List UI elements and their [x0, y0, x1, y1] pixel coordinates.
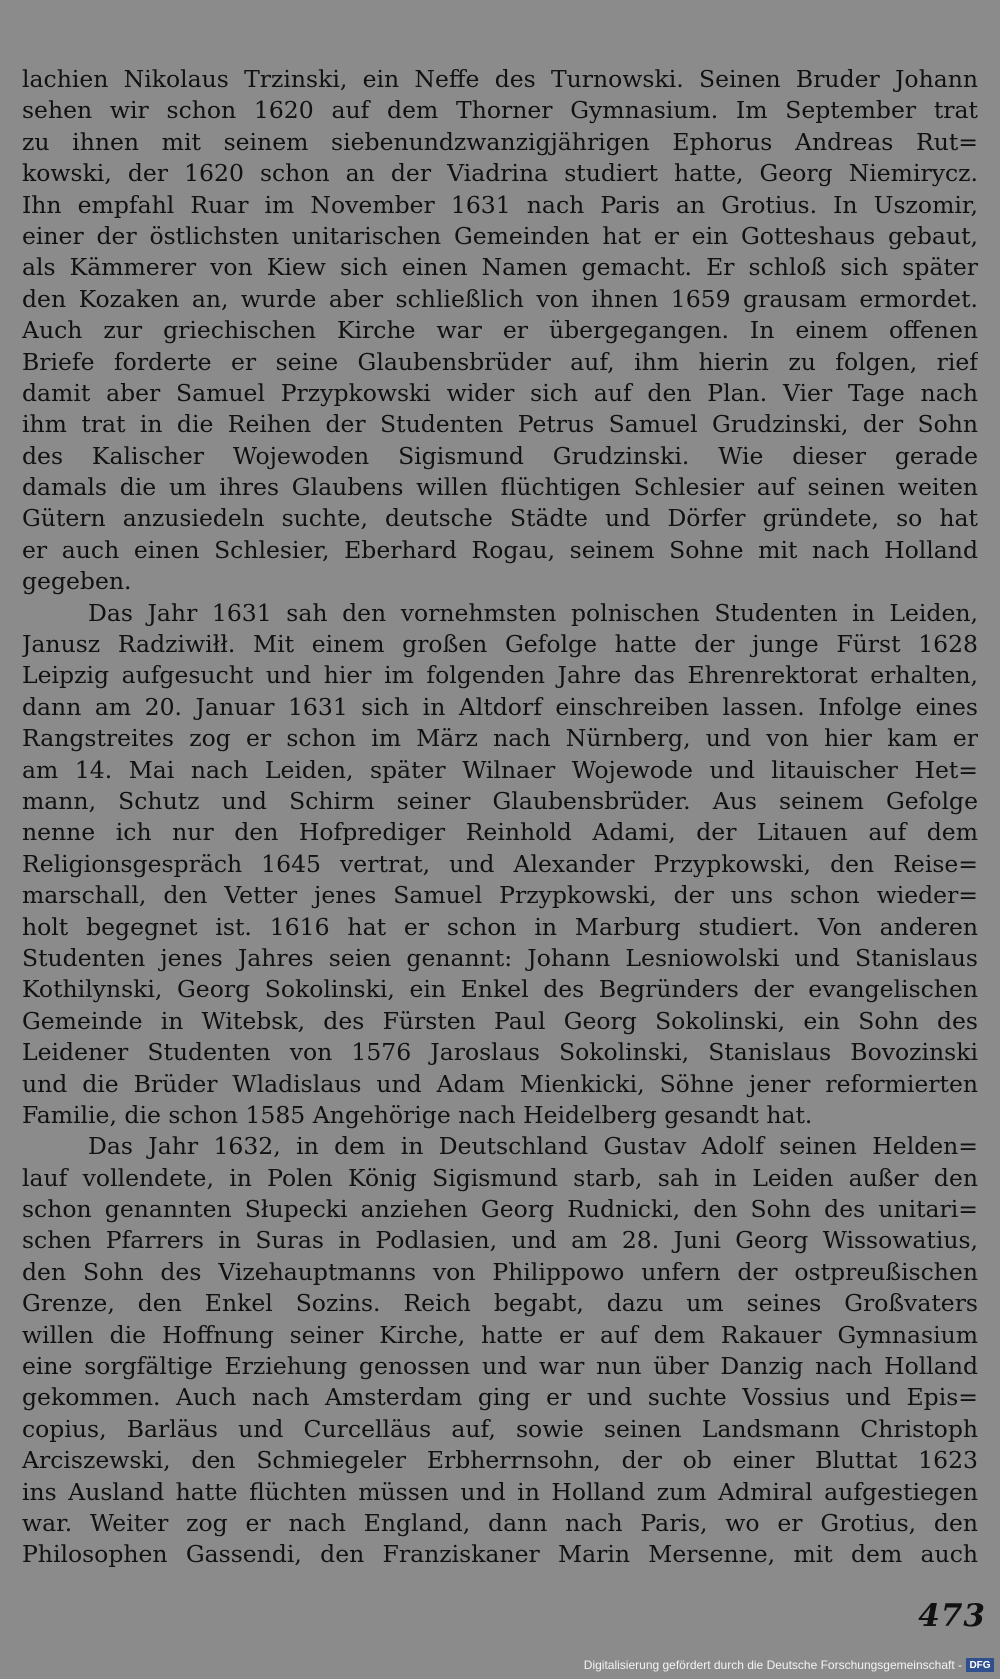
text-line: Rangstreites zog er schon im März nach Nürnberg, und von hier kam er [22, 724, 978, 753]
text-line: war. Weiter zog er nach England, dann nach Paris, wo er Grotius, den [22, 1508, 978, 1537]
text-line: lachien Nikolaus Trzinski, ein Neffe des Turnowski. Seinen Bruder Johann [22, 65, 978, 93]
text-line: Gütern anzusiedeln suchte, deutsche Städte und Dörfer gründete, so hat [22, 504, 978, 533]
text-line: Religionsgespräch 1645 vertrat, und Alexander Przypkowski, den Reise= [22, 849, 978, 878]
text-line: willen die Hoffnung seiner Kirche, hatte er auf dem Rakauer Gymnasium [22, 1320, 978, 1349]
text-line: lauf vollendete, in Polen König Sigismund starb, sah in Leiden außer den [22, 1163, 978, 1192]
text-line: Ihn empfahl Ruar im November 1631 nach Paris an Grotius. In Uszomir, [22, 190, 978, 219]
text-line: Familie, die schon 1585 Angehörige nach Heidelberg gesandt hat. [22, 1100, 813, 1129]
text-line: ins Ausland hatte flüchten müssen und in Holland zum Admiral aufgestiegen [22, 1477, 978, 1506]
text-line: den Kozaken an, wurde aber schließlich von ihnen 1659 grausam ermordet. [22, 284, 978, 313]
text-line: Gemeinde in Witebsk, des Fürsten Paul Georg Sokolinski, ein Sohn des [22, 1006, 978, 1035]
text-line: Leidener Studenten von 1576 Jaroslaus Sokolinski, Stanislaus Bovozinski [22, 1038, 978, 1067]
text-line: Briefe forderte er seine Glaubensbrüder auf, ihm hierin zu folgen, rief [22, 347, 978, 376]
text-line: sehen wir schon 1620 auf dem Thorner Gymnasium. Im September trat [22, 96, 978, 125]
text-line: Studenten jenes Jahres seien genannt: Johann Lesniowolski und Stanislaus [22, 943, 978, 972]
text-line: gegeben. [22, 567, 132, 596]
text-line: gekommen. Auch nach Amsterdam ging er und suchte Vossius und Epis= [22, 1383, 978, 1412]
text-line: Auch zur griechischen Kirche war er übergegangen. In einem offenen [22, 316, 978, 345]
text-line: damit aber Samuel Przypkowski wider sich auf den Plan. Vier Tage nach [22, 378, 978, 407]
text-line: am 14. Mai nach Leiden, später Wilnaer Wojewode und litauischer Het= [22, 755, 978, 784]
dfg-logo: DFG [966, 1658, 994, 1672]
text-line: Philosophen Gassendi, den Franziskaner Marin Mersenne, mit dem auch [22, 1540, 978, 1569]
text-line: Leipzig aufgesucht und hier im folgenden Jahre das Ehrenrektorat erhalten, [22, 661, 978, 690]
text-line: ihm trat in die Reihen der Studenten Petrus Samuel Grudzinski, der Sohn [22, 410, 978, 439]
text-line: nenne ich nur den Hofprediger Reinhold Adami, der Litauen auf dem [22, 818, 978, 847]
text-line: Arciszewski, den Schmiegeler Erbherrnsohn, der ob einer Bluttat 1623 [22, 1446, 978, 1475]
page-number: 473 [918, 1598, 986, 1634]
text-line: dann am 20. Januar 1631 sich in Altdorf einschreiben lassen. Infolge eines [22, 692, 978, 721]
text-line: schon genannten Słupecki anziehen Georg Rudnicki, den Sohn des unitari= [22, 1195, 978, 1224]
text-line: damals die um ihres Glaubens willen flüchtigen Schlesier auf seinen weiten [22, 473, 978, 502]
text-line: mann, Schutz und Schirm seiner Glaubensbrüder. Aus seinem Gefolge [22, 786, 978, 815]
paragraph-start-line: Das Jahr 1632, in dem in Deutschland Gustav Adolf seinen Helden= [88, 1132, 978, 1161]
text-line: holt begegnet ist. 1616 hat er schon in Marburg studiert. Von anderen [22, 912, 978, 941]
text-line: zu ihnen mit seinem siebenundzwanzigjährigen Ephorus Andreas Rut= [22, 127, 978, 156]
text-line: den Sohn des Vizehauptmanns von Philippowo unfern der ostpreußischen [22, 1257, 978, 1286]
text-line: kowski, der 1620 schon an der Viadrina studiert hatte, Georg Niemirycz. [22, 159, 978, 188]
body-text [22, 64, 978, 1571]
text-line: Kothilynski, Georg Sokolinski, ein Enkel des Begründers der evangelischen [22, 975, 978, 1004]
text-line: er auch einen Schlesier, Eberhard Rogau, seinem Sohne mit nach Holland [22, 535, 978, 564]
footer-text: Digitalisierung gefördert durch die Deutsche Forschungsgemeinschaft - [583, 1658, 962, 1672]
text-line: copius, Barläus und Curcelläus auf, sowie seinen Landsmann Christoph [22, 1414, 978, 1443]
text-line: marschall, den Vetter jenes Samuel Przypkowski, der uns schon wieder= [22, 881, 978, 910]
text-line: und die Brüder Wladislaus und Adam Mienkicki, Söhne jener reformierten [22, 1069, 978, 1098]
text-line: einer der östlichsten unitarischen Gemeinden hat er ein Gotteshaus gebaut, [22, 221, 978, 250]
text-line: eine sorgfältige Erziehung genossen und war nun über Danzig nach Holland [22, 1352, 978, 1381]
text-line: Grenze, den Enkel Sozins. Reich begabt, dazu um seines Großvaters [22, 1289, 978, 1318]
paragraph-start-line: Das Jahr 1631 sah den vornehmsten polnischen Studenten in Leiden, [88, 598, 978, 627]
text-line: als Kämmerer von Kiew sich einen Namen gemacht. Er schloß sich später [22, 253, 978, 282]
digitization-footer [584, 1657, 994, 1673]
text-line: Janusz Radziwiłł. Mit einem großen Gefolge hatte der junge Fürst 1628 [22, 630, 978, 659]
text-line: des Kalischer Wojewoden Sigismund Grudzinski. Wie dieser gerade [22, 441, 978, 470]
text-line: schen Pfarrers in Suras in Podlasien, und am 28. Juni Georg Wissowatius, [22, 1226, 978, 1255]
